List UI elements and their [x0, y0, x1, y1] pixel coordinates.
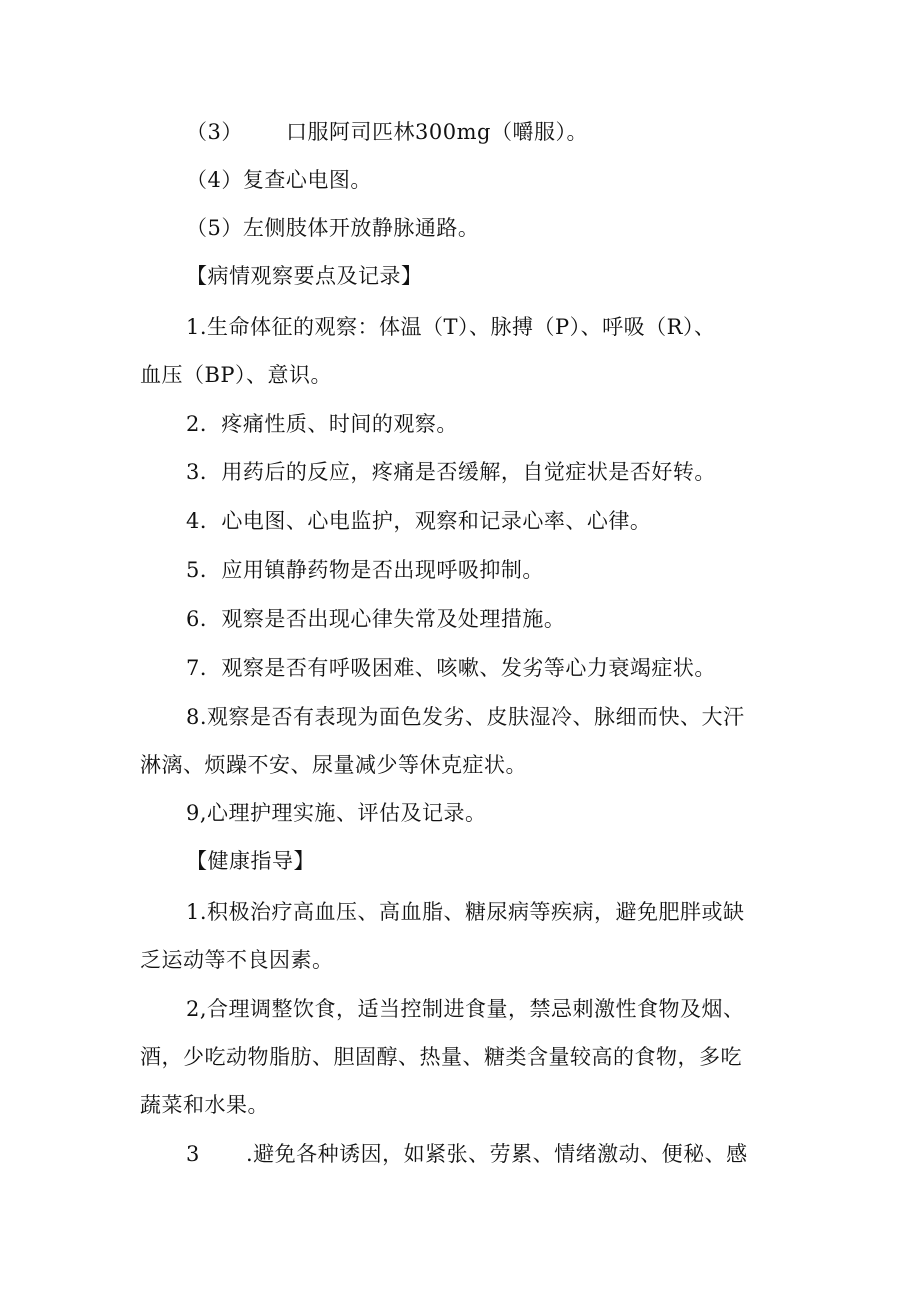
observation-item-9: 9,心理护理实施、评估及记录。	[186, 801, 487, 825]
observation-item-3: 3．用药后的反应，疼痛是否缓解，自觉症状是否好转。	[186, 460, 716, 484]
guidance-item-1: 1.积极治疗高血压、高血脂、糖尿病等疾病，避免肥胖或缺	[186, 900, 745, 924]
guidance-item-2-cont-1: 酒，少吃动物脂肪、胆固醇、热量、糖类含量较高的食物，多吃	[140, 1045, 742, 1069]
section-heading-observation: 【病情观察要点及记录】	[186, 264, 423, 288]
list-item-4: （4）复查心电图。	[186, 168, 372, 192]
guidance-item-1-cont: 乏运动等不良因素。	[140, 948, 334, 972]
item-text: .避免各种诱因，如紧张、劳累、情绪激动、便秘、感	[246, 1142, 748, 1166]
observation-item-8-cont: 淋漓、烦躁不安、尿量减少等休克症状。	[140, 753, 527, 777]
item-number: （3）	[186, 120, 243, 144]
list-item-3	[186, 118, 846, 146]
observation-item-5: 5．应用镇静药物是否出现呼吸抑制。	[186, 558, 544, 582]
observation-item-8: 8.观察是否有表现为面色发劣、皮肤湿冷、脉细而快、大汗	[186, 705, 745, 729]
guidance-item-3	[186, 1140, 846, 1168]
observation-item-4: 4．心电图、心电监护，观察和记录心率、心律。	[186, 509, 652, 533]
list-item-5: （5）左侧肢体开放静脉通路。	[186, 216, 480, 240]
item-number: 3	[186, 1142, 200, 1166]
item-text: 口服阿司匹林300mg（嚼服）。	[286, 120, 588, 144]
guidance-item-2: 2,合理调整饮食，适当控制进食量，禁忌刺激性食物及烟、	[186, 997, 745, 1021]
observation-item-7: 7．观察是否有呼吸困难、咳嗽、发劣等心力衰竭症状。	[186, 656, 716, 680]
observation-item-1-cont: 血压（BP）、意识。	[140, 363, 333, 387]
observation-item-6: 6．观察是否出现心律失常及处理措施。	[186, 607, 566, 631]
guidance-item-2-cont-2: 蔬菜和水果。	[140, 1093, 269, 1117]
section-heading-health-guidance: 【健康指导】	[186, 849, 315, 873]
observation-item-2: 2．疼痛性质、时间的观察。	[186, 412, 458, 436]
observation-item-1: 1.生命体征的观察：体温（T）、脉搏（P）、呼吸（R）、	[186, 315, 716, 339]
